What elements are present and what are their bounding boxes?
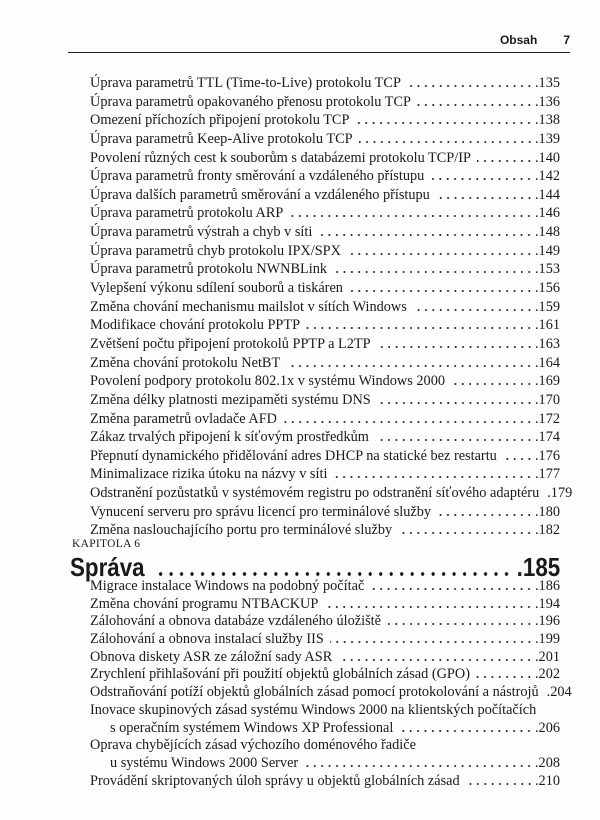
toc-entry-page: . 153 [535,261,560,278]
dot-leader [466,783,533,785]
toc-entry-page: . 194 [535,596,560,613]
toc-entry-continuation: u systému Windows 2000 Server [110,754,299,771]
dot-leader [338,659,533,661]
toc-list-chapter-6 [90,578,572,790]
toc-entry-title: Zrychlení přihlašování při použití objektů globálních zásad (GPO) [90,666,470,683]
toc-entry-page: . 148 [535,224,560,241]
dot-leader [387,623,533,625]
toc-entry-title: Úprava parametrů protokolu NWNBLink [90,261,328,278]
toc-entry-title: Úprava parametrů fronty směrování a vzdáleného přístupu [90,168,425,185]
toc-entry-title: Povolení různých cest k souborům s databázemi protokolu TCP/IP [90,149,471,166]
toc-entry-page: . 135 [535,75,560,92]
toc-entry-title: Obnova diskety ASR ze záložní sady ASR [90,648,333,665]
toc-entry-line[interactable] [90,737,560,755]
toc-entry-title: Změna délky platnosti mezipaměti systému DNS [90,391,371,408]
toc-entry-title: Změna chování protokolu NetBT [90,354,281,371]
toc-entry[interactable] [90,613,560,631]
chapter-label: KAPITOLA 6 [72,538,141,550]
toc-entry-title: Úprava parametrů Keep-Alive protokolu TCP [90,130,353,147]
toc-entry-page: . 204 [547,684,572,701]
toc-entry-title: Inovace skupinových zásad systému Windows 2000 na klientských počítačích [90,701,537,718]
toc-entry[interactable] [90,205,560,224]
toc-entry[interactable] [90,466,560,485]
toc-entry-page: . 186 [535,578,560,595]
toc-entry-page: . 196 [535,613,560,630]
toc-entry-page: . 169 [535,373,560,390]
toc-entry-title: Vynucení serveru pro správu licencí pro terminálové služby [90,503,432,520]
dot-leader [347,253,533,255]
toc-entry-page: . 182 [535,522,560,539]
toc-entry-title: Zálohování a obnova databáze vzdáleného úložiště [90,613,381,630]
dot-leader [413,309,533,311]
toc-entry-page: . 138 [535,112,560,129]
toc-entry-page: . 159 [535,299,560,316]
toc-entry[interactable] [90,631,560,649]
toc-entry[interactable] [90,299,560,318]
toc-entry-continuation: s operačním systémem Windows XP Professional [110,719,394,736]
toc-entry-page: . 149 [535,243,560,260]
toc-entry-page: . 201 [535,649,560,666]
toc-entry[interactable] [90,649,560,667]
toc-entry-title: Úprava parametrů chyb protokolu IPX/SPX [90,242,341,259]
toc-entry-page: . 139 [535,131,560,148]
toc-entry-title: Minimalizace rizika útoku na názvy v síti [90,466,328,483]
toc-entry[interactable] [90,373,560,392]
dot-leader [417,104,533,106]
toc-entry[interactable] [90,131,560,150]
dot-leader [477,160,533,162]
toc-entry-page: . 161 [535,317,560,334]
header-section: Obsah [499,33,538,47]
toc-entry-page: . 177 [535,466,560,483]
toc-entry-title: Povolení podpory protokolu 802.1x v systému Windows 2000 [90,373,445,390]
toc-entry-page: . 208 [535,755,560,772]
toc-entry-page: . 180 [535,504,560,521]
toc-entry-title: Úprava parametrů výstrah a chyb v síti [90,224,313,241]
toc-entry[interactable] [90,596,560,614]
dot-leader [399,730,533,732]
toc-entry-page: . 179 [547,485,572,502]
dot-leader [333,271,533,273]
toc-entry[interactable] [90,243,560,262]
toc-entry-line[interactable] [90,702,560,720]
toc-entry-page: . 206 [535,720,560,737]
toc-entry-page: . 140 [535,150,560,167]
toc-entry-page: . 136 [535,94,560,111]
chapter-page: . 185 [517,552,561,583]
toc-entry[interactable] [90,684,572,702]
toc-entry[interactable] [90,392,560,411]
toc-entry-title: Modifikace chování protokolu PPTP [90,317,301,334]
dot-leader [359,141,533,143]
toc-entry-title: Zvětšení počtu připojení protokolů PPTP a L2TP [90,335,371,352]
toc-entry-title: Změna chování programu NTBACKUP [90,595,319,612]
toc-entry[interactable] [90,355,560,374]
dot-leader [324,606,533,608]
toc-entry-page: . 199 [535,631,560,648]
dot-leader [318,234,533,236]
toc-entry-title: Odstranění pozůstatků v systémovém registru po odstranění síťového adaptéru [90,485,540,502]
toc-entry-page: . 176 [535,448,560,465]
toc-entry[interactable] [90,75,560,94]
toc-entry-title: Změna chování mechanismu mailslot v sítích Windows [90,298,407,315]
toc-entry-page: . 146 [535,205,560,222]
toc-list-previous-chapter [90,75,573,541]
header-page-number: 7 [563,33,570,47]
toc-entry[interactable] [90,411,560,430]
dot-leader [476,676,533,678]
toc-entry-page: . 202 [535,666,560,683]
toc-entry[interactable] [90,578,560,596]
dot-leader [157,572,512,576]
dot-leader [375,439,533,441]
toc-entry[interactable] [90,224,560,243]
toc-entry[interactable] [90,112,560,131]
toc-entry[interactable] [90,94,560,113]
dot-leader [304,765,533,767]
toc-entry-title: Omezení příchozích připojení protokolu TCP [90,112,350,129]
toc-entry-page: . 163 [535,336,560,353]
toc-entry-page: . 164 [535,355,560,372]
toc-entry[interactable] [90,280,560,299]
toc-entry-title: Provádění skriptovaných úloh správy u objektů globálních zásad [90,772,460,789]
dot-leader [286,365,533,367]
dot-leader [283,421,533,423]
toc-entry[interactable] [90,504,560,523]
dot-leader [398,532,533,534]
dot-leader [377,346,533,348]
toc-entry-title: Oprava chybějících zásad výchozího doménového řadiče [90,737,416,754]
toc-entry-title: Úprava parametrů protokolu ARP [90,205,284,222]
dot-leader [430,178,533,180]
dot-leader [503,458,533,460]
toc-entry-page: . 170 [535,392,560,409]
toc-entry-page: . 172 [535,411,560,428]
dot-leader [333,476,533,478]
toc-entry-title: Změna parametrů ovladače AFD [90,410,277,427]
toc-entry[interactable] [90,666,560,684]
dot-leader [349,290,533,292]
toc-entry-title: Vylepšení výkonu sdílení souborů a tiskáren [90,280,343,297]
toc-entry[interactable] [90,720,560,738]
dot-leader [407,85,533,87]
toc-entry-title: Úprava parametrů opakovaného přenosu protokolu TCP [90,93,411,110]
toc-entry[interactable] [90,485,573,504]
dot-leader [289,215,533,217]
toc-entry[interactable] [90,755,560,773]
toc-entry[interactable] [90,261,560,280]
dot-leader [306,327,533,329]
toc-entry[interactable] [90,336,560,355]
dot-leader [377,402,533,404]
dot-leader [451,383,533,385]
toc-entry-title: Zálohování a obnova instalací služby IIS [90,631,324,648]
toc-entry-title: Přepnutí dynamického přidělování adres DHCP na statické bez restartu [90,447,497,464]
dot-leader [437,514,533,516]
dot-leader [355,122,533,124]
toc-entry-title: Zákaz trvalých připojení k síťovým prostředkům [90,429,369,446]
dot-leader [370,588,533,590]
toc-entry-page: . 174 [535,429,560,446]
toc-entry-page: . 144 [535,187,560,204]
toc-entry[interactable] [90,150,560,169]
toc-entry-title: Odstraňování potíží objektů globálních zásad pomocí protokolování a nástrojů [90,684,539,701]
toc-entry-page: . 142 [535,168,560,185]
running-header [68,33,570,53]
toc-entry-title: Změna naslouchajícího portu pro terminálové služby [90,522,393,539]
dot-leader [436,197,533,199]
toc-entry-page: . 156 [535,280,560,297]
toc-entry[interactable] [90,522,560,541]
chapter-title: Správa [70,552,145,582]
toc-entry[interactable] [90,187,560,206]
toc-entry[interactable] [90,317,560,336]
dot-leader [330,641,533,643]
toc-entry[interactable] [90,773,560,791]
toc-entry[interactable] [90,429,560,448]
toc-entry[interactable] [90,448,560,467]
toc-entry-title: Migrace instalace Windows na podobný počítač [90,578,365,594]
toc-entry-title: Úprava dalších parametrů směrování a vzdáleného přístupu [90,186,430,203]
toc-entry-title: Úprava parametrů TTL (Time-to-Live) protokolu TCP [90,75,401,91]
toc-entry-page: . 210 [535,773,560,790]
toc-entry[interactable] [90,168,560,187]
